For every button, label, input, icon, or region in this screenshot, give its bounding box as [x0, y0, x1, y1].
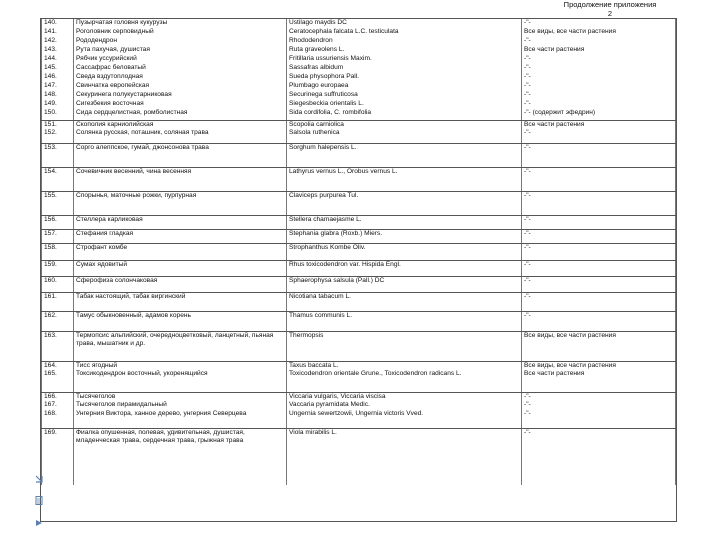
row-number: 145. — [42, 64, 74, 73]
table-row — [42, 361, 676, 370]
table-row — [42, 91, 676, 100]
row-number: 161. — [42, 292, 74, 311]
latin-name: Sphaerophysa salsula (Pall.) DC — [287, 276, 522, 292]
toxic-parts: -"- — [522, 100, 676, 109]
table-row — [42, 64, 676, 73]
latin-name: Sida cordifolia, C. rombifolia — [287, 109, 522, 120]
table-row — [42, 19, 676, 28]
toxic-parts: -"- — [522, 292, 676, 311]
row-number: 141. — [42, 28, 74, 37]
latin-name: Claviceps purpurea Tul. — [287, 191, 522, 215]
latin-name: Sorghum halepensis L. — [287, 143, 522, 167]
russian-name: Спорынья, маточные рожки, пурпурная — [74, 191, 287, 215]
russian-name: Секуринега полукустарниковая — [74, 91, 287, 100]
row-number: 148. — [42, 91, 74, 100]
row-number: 146. — [42, 73, 74, 82]
row-number: 144. — [42, 55, 74, 64]
table-row — [42, 311, 676, 331]
russian-name: Сорго алеппское, гумай, джонсонова трава — [74, 143, 287, 167]
toxic-parts: Все виды, все части растения — [522, 331, 676, 361]
russian-name: Сигезбекия восточная — [74, 100, 287, 109]
latin-name: Plumbago europaea — [287, 82, 522, 91]
russian-name: Сочевичник весенний, чина весенняя — [74, 167, 287, 191]
table-row — [42, 46, 676, 55]
toxic-parts: -"- — [522, 191, 676, 215]
latin-name: Rhus toxicodendron var. Hispida Engl. — [287, 260, 522, 276]
row-number: 155. — [42, 191, 74, 215]
table-row — [42, 331, 676, 361]
continuation-label: Продолжение приложения — [563, 0, 657, 9]
row-number: 153. — [42, 143, 74, 167]
latin-name: Siegesbeckia orientalis L. — [287, 100, 522, 109]
row-number: 164. — [42, 361, 74, 370]
toxic-parts: -"- — [522, 401, 676, 410]
row-number: 154. — [42, 167, 74, 191]
latin-name: Rhododendron — [287, 37, 522, 46]
russian-name: Табак настоящий, табак виргинский — [74, 292, 287, 311]
row-number: 151. — [42, 120, 74, 129]
play-icon[interactable] — [35, 514, 45, 532]
table-body — [42, 19, 676, 485]
table-row — [42, 370, 676, 392]
table-row — [42, 37, 676, 46]
toxic-parts: Все виды, все части растения — [522, 28, 676, 37]
latin-name: Ungernia sewertzowii, Ungernia victoris Vved. — [287, 410, 522, 428]
russian-name: Рута пахучая, душистая — [74, 46, 287, 55]
latin-name: Thermopsis — [287, 331, 522, 361]
toxic-parts: -"- — [522, 167, 676, 191]
toxic-parts: -"- — [522, 91, 676, 100]
russian-name: Стефания гладкая — [74, 229, 287, 243]
latin-name: Salsola ruthenica — [287, 129, 522, 143]
toxic-parts: -"- — [522, 215, 676, 229]
latin-name: Ruta graveolens L. — [287, 46, 522, 55]
toxic-parts: -"- — [522, 37, 676, 46]
toxic-parts: -"- — [522, 19, 676, 28]
russian-name: Свинчатка европейская — [74, 82, 287, 91]
toxic-parts: Все виды, все части растения — [522, 361, 676, 370]
russian-name: Скополия карниолийская — [74, 120, 287, 129]
appendix-number: 2 — [607, 9, 613, 18]
row-number: 162. — [42, 311, 74, 331]
toxic-parts: Все части растения — [522, 120, 676, 129]
row-number: 150. — [42, 109, 74, 120]
russian-name: Рододендрон — [74, 37, 287, 46]
toxic-parts: -"- — [522, 243, 676, 260]
table-row — [42, 392, 676, 401]
row-number: 156. — [42, 215, 74, 229]
row-number: 169. — [42, 428, 74, 485]
page-header — [530, 0, 690, 18]
table-row — [42, 73, 676, 82]
table-row — [42, 276, 676, 292]
expand-icon[interactable] — [35, 470, 45, 488]
row-number: 142. — [42, 37, 74, 46]
document-icon[interactable] — [35, 492, 45, 510]
latin-name: Scopolia carniolica — [287, 120, 522, 129]
table-row — [42, 100, 676, 109]
latin-name: Toxicodendron orientale Grune., Toxicodendron radicans L. — [287, 370, 522, 392]
russian-name: Роголовник серповидный — [74, 28, 287, 37]
toxic-parts: -"- — [522, 311, 676, 331]
table-row — [42, 55, 676, 64]
toxic-parts: -"- — [522, 82, 676, 91]
table-row — [42, 260, 676, 276]
russian-name: Сведа вздутоплодная — [74, 73, 287, 82]
toxic-parts: -"- — [522, 129, 676, 143]
table-row — [42, 401, 676, 410]
table-row — [42, 229, 676, 243]
toxic-parts: -"- — [522, 428, 676, 485]
toxic-parts: -"- — [522, 392, 676, 401]
latin-name: Ustilago maydis DC — [287, 19, 522, 28]
latin-name: Fritillaria ussuriensis Maxim. — [287, 55, 522, 64]
toxic-parts: Все части растения — [522, 370, 676, 392]
russian-name: Унгерния Виктора, ханное дерево, унгерния Северцева — [74, 410, 287, 428]
russian-name: Стеллера карликовая — [74, 215, 287, 229]
toxic-parts: Все части растения — [522, 46, 676, 55]
table-row — [42, 191, 676, 215]
table-row — [42, 428, 676, 485]
russian-name: Фиалка опушенная, полевая, удивительная, душистая, младенческая трава, сердечная трава, грыжная трава — [74, 428, 287, 485]
row-number: 167. — [42, 401, 74, 410]
toxic-parts: -"- — [522, 260, 676, 276]
latin-name: Sassafras albidum — [287, 64, 522, 73]
russian-name: Тисс ягодный — [74, 361, 287, 370]
russian-name: Строфант комбе — [74, 243, 287, 260]
latin-name: Stephania glabra (Roxb.) Miers. — [287, 229, 522, 243]
table-row — [42, 120, 676, 129]
latin-name: Strophanthus Kombe Oliv. — [287, 243, 522, 260]
toxic-parts: -"- — [522, 73, 676, 82]
side-toolbar — [35, 470, 45, 536]
toxic-parts: -"- — [522, 143, 676, 167]
plant-table — [40, 18, 677, 522]
toxic-parts: -"- — [522, 229, 676, 243]
table-row — [42, 243, 676, 260]
russian-name: Тамус обыкновенный, адамов корень — [74, 311, 287, 331]
table-row — [42, 292, 676, 311]
row-number: 158. — [42, 243, 74, 260]
russian-name: Токсикодендрон восточный, укоренящийся — [74, 370, 287, 392]
row-number: 166. — [42, 392, 74, 401]
table-row — [42, 215, 676, 229]
row-number: 165. — [42, 370, 74, 392]
russian-name: Сумах ядовитый — [74, 260, 287, 276]
row-number: 163. — [42, 331, 74, 361]
table-row — [42, 143, 676, 167]
russian-name: Солянка русская, поташник, соляная трава — [74, 129, 287, 143]
table-row — [42, 410, 676, 428]
latin-name: Ceratocephala falcata L.C. testiculata — [287, 28, 522, 37]
toxic-parts: -"- — [522, 276, 676, 292]
row-number: 149. — [42, 100, 74, 109]
row-number: 160. — [42, 276, 74, 292]
latin-name: Sueda physophora Pall. — [287, 73, 522, 82]
latin-name: Vaccaria pyramidata Medic. — [287, 401, 522, 410]
russian-name: Сассафрас беловатый — [74, 64, 287, 73]
table-row — [42, 28, 676, 37]
toxic-parts: -"- — [522, 64, 676, 73]
table-row — [42, 109, 676, 120]
latin-name: Nicotiana tabacum L. — [287, 292, 522, 311]
latin-name: Stellera chamaejasme L. — [287, 215, 522, 229]
row-number: 147. — [42, 82, 74, 91]
russian-name: Пузырчатая головня кукурузы — [74, 19, 287, 28]
latin-name: Thamus communis L. — [287, 311, 522, 331]
russian-name: Сферофиза солончаковая — [74, 276, 287, 292]
row-number: 168. — [42, 410, 74, 428]
latin-name: Viccaria vulgaris, Viccaria viscisa — [287, 392, 522, 401]
russian-name: Тысячеголов пирамидальный — [74, 401, 287, 410]
table-row — [42, 167, 676, 191]
table-row — [42, 129, 676, 143]
russian-name: Тысячеголов — [74, 392, 287, 401]
row-number: 152. — [42, 129, 74, 143]
row-number: 140. — [42, 19, 74, 28]
row-number: 159. — [42, 260, 74, 276]
latin-name: Securinega suffruticosa — [287, 91, 522, 100]
russian-name: Рябчик уссурийский — [74, 55, 287, 64]
russian-name: Сида сердцелистная, ромболистная — [74, 109, 287, 120]
latin-name: Taxus baccata L. — [287, 361, 522, 370]
latin-name: Viola mirabilis L. — [287, 428, 522, 485]
table-row — [42, 82, 676, 91]
latin-name: Lathyrus vernus L., Orobus vernus L. — [287, 167, 522, 191]
row-number: 157. — [42, 229, 74, 243]
toxic-parts: -"- — [522, 55, 676, 64]
russian-name: Термопсис альпийский, очередноцветковый, ланцетный, пьяная трава, мышатник и др. — [74, 331, 287, 361]
toxic-parts: -"- — [522, 410, 676, 428]
toxic-parts: -"- (содержит эфедрин) — [522, 109, 676, 120]
row-number: 143. — [42, 46, 74, 55]
